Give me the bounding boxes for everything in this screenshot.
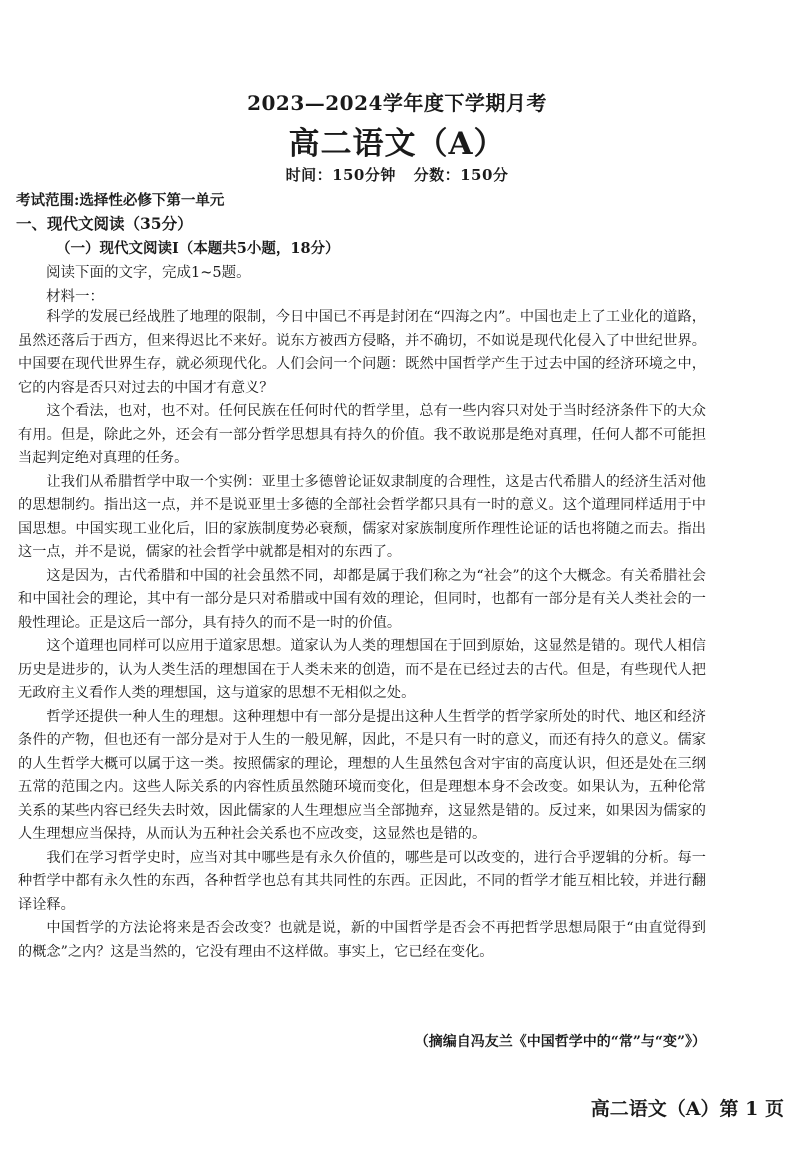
score-label: 分数：150分: [413, 166, 509, 184]
passage-paragraph: 让我们从希腊哲学中取一个实例：亚里士多德曾论证奴隶制度的合理性，这是古代希腊人的经济生活对他的思想制约。指出这一点，并不是说亚里士多德的全部社会哲学都只具有一时的意义。这个道理同样适用于中国思想。中国实现工业化后，旧的家族制度势必衰颓，儒家对家族制度所作理性论证的话也将随之而去。指出这一点，并不是说，儒家的社会哲学中就都是相对的东西了。: [18, 473, 706, 560]
exam-scope: 考试范围:选择性必修下第一单元: [16, 192, 225, 209]
passage-paragraph: 这是因为，古代希腊和中国的社会虽然不同，却都是属于我们称之为“社会”的这个大概念。有关希腊社会和中国社会的理论，其中有一部分是只对希腊或中国有效的理论，但同时，也都有一部分是有关人类社会的一般性理论。正是这后一部分，具有持久的而不是一时的价值。: [18, 567, 706, 631]
passage-paragraph: 哲学还提供一种人生的理想。这种理想中有一部分是提出这种人生哲学的哲学家所处的时代、地区和经济条件的产物，但也还有一部分是对于人生的一般见解，因此，不是只有一时的意义，而还有持久的意义。儒家的人生哲学大概可以属于这一类。按照儒家的理论，理想的人生虽然包含对宇宙的高度认识，但还是处在三纲五常的范围之内。这些人际关系的内容性质虽然随环境而变化，但是理想本身不会改变。如果认为，五种伦常关系的某些内容已经失去时效，因此儒家的人生理想应当全部抛弃，这显然是错的。反过来，如果因为儒家的人生理想应当保持，从而认为五种社会关系也不应改变，这显然也是错的。: [18, 708, 706, 842]
reading-passage: [18, 306, 706, 964]
exam-year-line: 2023—2024学年度下学期月考: [247, 91, 547, 115]
section-heading: 一、现代文阅读（35分）: [16, 214, 193, 233]
passage-paragraph: 这个看法，也对，也不对。任何民族在任何时代的哲学里，总有一些内容只对处于当时经济条件下的大众有用。但是，除此之外，还会有一部分哲学思想具有持久的价值。我不敢说那是绝对真理，任何人都不可能担当起判定绝对真理的任务。: [18, 403, 706, 466]
passage-paragraph: 科学的发展已经战胜了地理的限制，今日中国已不再是封闭在“四海之内”。中国也走上了工业化的道路，虽然还落后于西方，但来得迟比不来好。说东方被西方侵略，并不确切，不如说是现代化侵入了中世纪世界。中国要在现代世界生存，就必须现代化。人们会问一个问题：既然中国哲学产生于过去中国的经济环境之中，它的内容是否只对过去的中国才有意义？: [18, 309, 706, 396]
passage-paragraph: 这个道理也同样可以应用于道家思想。道家认为人类的理想国在于回到原始，这显然是错的。现代人相信历史是进步的，认为人类生活的理想国在于人类未来的创造，而不是在已经过去的古代。但是，有些现代人把无政府主义看作人类的理想国，这与道家的思想不无相似之处。: [18, 638, 706, 701]
exam-time-score: [0, 164, 794, 185]
reading-instruction: 阅读下面的文字，完成1~5题。: [46, 265, 251, 281]
exam-title: 高二语文（A）: [288, 126, 506, 162]
subsection-heading: （一）现代文阅读Ⅰ（本题共5小题，18分）: [56, 240, 340, 257]
passage-paragraph: 我们在学习哲学史时，应当对其中哪些是有永久价值的，哪些是可以改变的，进行合乎逻辑的分析。每一种哲学中都有永久性的东西，各种哲学也总有其共同性的东西。正因此，不同的哲学才能互相比较，并进行翻译诠释。: [18, 849, 706, 913]
material-label: 材料一：: [46, 289, 104, 305]
passage-paragraph: 中国哲学的方法论将来是否会改变？也就是说，新的中国哲学是否会不再把哲学思想局限于“由直觉得到的概念”之内？这是当然的，它没有理由不这样做。事实上，它已经在变化。: [18, 920, 706, 960]
passage-source: （摘编自冯友兰《中国哲学中的“常”与“变”》）: [414, 1034, 706, 1050]
page-footer: 高二语文（A）第 1 页: [590, 1098, 784, 1120]
time-label: 时间：150分钟: [285, 166, 396, 184]
